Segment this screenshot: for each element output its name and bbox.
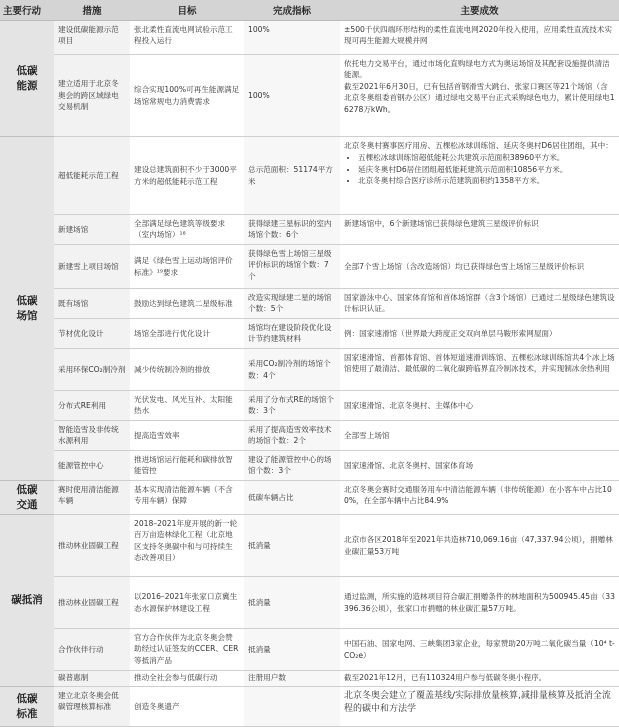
- table-row: [0, 137, 619, 215]
- measure-cell: 建设低碳能源示范项目: [54, 21, 130, 55]
- list-item: • 五棵松冰球训练馆超低能耗公共建筑示范面积38960平方米。: [358, 152, 615, 163]
- measure-cell: 建立适用于北京冬奥会的跨区域绿电交易机制: [54, 55, 130, 137]
- target-cell: 场馆全部进行优化设计: [130, 319, 244, 349]
- metric-cell: [244, 687, 340, 727]
- measure-cell: 节材优化设计: [54, 319, 130, 349]
- category-low-carbon-standards: [0, 687, 54, 727]
- target-cell: 以2016–2021年张家口京冀生态水源保护林建设工程: [130, 577, 244, 629]
- result-cell: 依托电力交易平台，通过市场化直购绿电方式为奥运场馆及其配套设施提供清洁能源。 截至2021年6月30日，已有包括首钢滑雪大跳台、张家口赛区等21个场馆（含北京冬奥组委首钢办公区）通过绿电交易平台正式采购绿色电力，累计使用绿电16278万kWh。: [340, 55, 619, 137]
- metric-cell: 采用CO₂制冷剂的场馆个数：4个: [244, 349, 340, 391]
- target-cell: 全部满足绿色建筑等级要求（室内场馆）¹⁸: [130, 215, 244, 245]
- target-cell: 张北柔性直流电网试验示范工程投入运行: [130, 21, 244, 55]
- table-row: [0, 245, 619, 289]
- metric-cell: 100%: [244, 55, 340, 137]
- table-row: [0, 687, 619, 727]
- target-cell: 光伏发电、风光互补、太阳能热水: [130, 391, 244, 421]
- target-cell: 创造冬奥遗产: [130, 687, 244, 727]
- result-cell: 中国石油、国家电网、三峡集团3家企业，每家赞助20万吨二氧化碳当量（10⁴ t-CO₂e）: [340, 629, 619, 671]
- metric-cell: 场馆均在建设阶段优化设计节约建筑材料: [244, 319, 340, 349]
- category-low-carbon-energy: [0, 21, 54, 137]
- result-cell: 通过监测，所实施的造林项目符合碳汇捐赠条件的林地面积为500945.45亩（33396.36公顷），张家口市捐赠的林业碳汇量57万吨。: [340, 577, 619, 629]
- category-label: 低碳 标准: [16, 693, 38, 720]
- measure-cell: 超低能耗示范工程: [54, 137, 130, 215]
- metric-cell: 获得绿色雪上场馆三星级评价标识的场馆个数：7个: [244, 245, 340, 289]
- target-cell: 建设总建筑面积不少于3000平方米的超低能耗示范工程: [130, 137, 244, 215]
- table-row: [0, 451, 619, 481]
- target-cell: 基本实现清洁能源车辆（不含专用车辆）保障: [130, 481, 244, 515]
- metric-cell: 总示范面积：51174平方米: [244, 137, 340, 215]
- header-result: 主要成效: [340, 0, 619, 21]
- metric-cell: 改造实现绿建二星的场馆个数：5个: [244, 289, 340, 319]
- result-cell: [340, 137, 619, 215]
- result-cell: 北京冬奥会建立了覆盖基线/实际排放量核算,减排量核算及抵消全流程的碳中和方法学: [340, 687, 619, 727]
- result-cell: 北京冬奥会赛时交通服务用车中清洁能源车辆（非传统能源）在小客车中占比100%，在全部车辆中占比84.9%: [340, 481, 619, 515]
- header-measure: 措施: [54, 0, 130, 21]
- result-cell: 截至2021年12月，已有110324用户参与低碳冬奥小程序。: [340, 671, 619, 687]
- table-row: [0, 55, 619, 137]
- metric-cell: 采用了提高造雪效率技术的场馆个数：2个: [244, 421, 340, 451]
- metric-cell: 100%: [244, 21, 340, 55]
- list-item: • 北京冬奥村综合医疗诊所示范建筑面积约1358平方米。: [358, 175, 615, 186]
- target-cell: 2018–2021年度开展的新一轮百万亩造林绿化工程（北京地区支持冬奥碳中和与可持续生态改善项目）: [130, 515, 244, 577]
- result-cell: 国家速滑馆、首都体育馆、首体短道速滑训练馆、五棵松冰球训练馆共4个冰上场馆使用了最清洁、最低碳的二氧化碳跨临界直冷制冰技术，并实现制冰余热利用: [340, 349, 619, 391]
- metric-cell: 抵消量: [244, 577, 340, 629]
- measure-cell: 碳普惠制: [54, 671, 130, 687]
- table-row: [0, 21, 619, 55]
- category-label: 碳抵消: [11, 594, 43, 607]
- result-cell: 国家速滑馆、北京冬奥村、国家体育场: [340, 451, 619, 481]
- table-row: [0, 391, 619, 421]
- table-row: [0, 671, 619, 687]
- target-cell: 鼓励达到绿色建筑二星级标准: [130, 289, 244, 319]
- target-cell: 提高造雪效率: [130, 421, 244, 451]
- header-row: [0, 0, 619, 21]
- result-cell: 国家游泳中心、国家体育馆和首体场馆群（含3个场馆）已通过二星级绿色建筑设计标识认证。: [340, 289, 619, 319]
- measure-cell: 智能造雪及非传统水源利用: [54, 421, 130, 451]
- category-low-carbon-transport: [0, 481, 54, 515]
- result-cell: 北京市各区2018年至2021年共造林710,069.16亩（47,337.94公顷），捐赠林业碳汇量53万吨: [340, 515, 619, 577]
- measure-cell: 赛时使用清洁能源车辆: [54, 481, 130, 515]
- category-label: 低碳 场馆: [16, 295, 38, 322]
- result-cell: 例：国家速滑馆（世界最大跨度正交双向单层马鞍形索网屋面）: [340, 319, 619, 349]
- table-row: [0, 421, 619, 451]
- table-row: [0, 215, 619, 245]
- metric-cell: 注册用户数: [244, 671, 340, 687]
- measure-cell: 分布式RE利用: [54, 391, 130, 421]
- measure-cell: 能源管控中心: [54, 451, 130, 481]
- target-cell: 推进场馆运行能耗和碳排放智能管控: [130, 451, 244, 481]
- result-cell: 国家速滑馆、北京冬奥村、主媒体中心: [340, 391, 619, 421]
- table-row: [0, 349, 619, 391]
- measure-cell: 推动林业固碳工程: [54, 577, 130, 629]
- list-item: • 延庆冬奥村D6居住团组超低能耗建筑示范面积10856平方米。: [358, 164, 615, 175]
- category-label: 低碳 交通: [16, 484, 38, 511]
- metric-cell: 抵消量: [244, 629, 340, 671]
- result-bullets: [344, 152, 615, 186]
- target-cell: 官方合作伙伴为北京冬奥会赞助经过认证签发的CCER、CER等抵消产品: [130, 629, 244, 671]
- target-cell: 满足《绿色雪上运动场馆评价标准》¹⁹要求: [130, 245, 244, 289]
- measure-cell: 新建场馆: [54, 215, 130, 245]
- measure-cell: 采用环保CO₂制冷剂: [54, 349, 130, 391]
- table-row: [0, 577, 619, 629]
- category-label: 低碳 能源: [16, 65, 38, 92]
- measure-cell: 建立北京冬奥会低碳管理核算标准: [54, 687, 130, 727]
- result-cell: 全部雪上场馆: [340, 421, 619, 451]
- table-row: [0, 629, 619, 671]
- measure-cell: 既有场馆: [54, 289, 130, 319]
- target-cell: 综合实现100%可再生能源满足场馆常规电力消费需求: [130, 55, 244, 137]
- measure-cell: 合作伙伴行动: [54, 629, 130, 671]
- header-category: 主要行动: [0, 0, 54, 21]
- result-cell: 全部7个雪上场馆（含改造场馆）均已获得绿色雪上场馆三星级评价标识: [340, 245, 619, 289]
- table-row: [0, 515, 619, 577]
- result-cell: ±500千伏四端环形结构的柔性直流电网2020年投入使用，应用柔性直流技术实现可再生能源大规模并网: [340, 21, 619, 55]
- header-target: 目标: [130, 0, 244, 21]
- header-metric: 完成指标: [244, 0, 340, 21]
- category-carbon-offset: [0, 515, 54, 687]
- table-row: [0, 319, 619, 349]
- category-low-carbon-venues: [0, 137, 54, 481]
- metric-cell: 采用了分布式RE的场馆个数：3个: [244, 391, 340, 421]
- metric-cell: 建设了能源管控中心的场馆个数：3个: [244, 451, 340, 481]
- measure-cell: 新建雪上项目场馆: [54, 245, 130, 289]
- result-cell: 新建场馆中，6个新建场馆已获得绿色建筑三星级评价标识: [340, 215, 619, 245]
- metric-cell: 获得绿建三星标识的室内场馆个数：6个: [244, 215, 340, 245]
- target-cell: 减少传统制冷剂的排放: [130, 349, 244, 391]
- table-row: [0, 481, 619, 515]
- table-row: [0, 289, 619, 319]
- measure-cell: 推动林业固碳工程: [54, 515, 130, 577]
- result-intro: 北京冬奥村赛事医疗用房、五棵松冰球训练馆、延庆冬奥村D6居住团组，其中：: [344, 141, 613, 150]
- metric-cell: 抵消量: [244, 515, 340, 577]
- metric-cell: 低碳车辆占比: [244, 481, 340, 515]
- target-cell: 推动全社会参与低碳行动: [130, 671, 244, 687]
